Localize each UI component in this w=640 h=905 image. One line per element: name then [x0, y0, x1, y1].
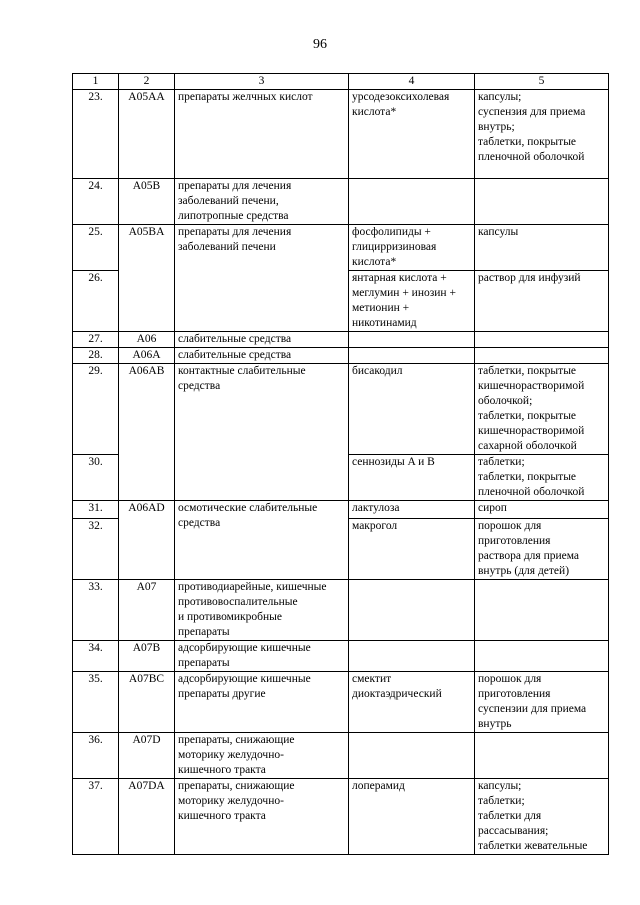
- header-cell: 4: [349, 74, 475, 90]
- drug-name: [349, 641, 475, 672]
- row-number: 28.: [73, 348, 119, 364]
- group-name: слабительные средства: [175, 332, 349, 348]
- row-number: 37.: [73, 779, 119, 855]
- drug-name: урсодезоксихолевая кислота*: [349, 90, 475, 179]
- row-number: 26.: [73, 271, 119, 332]
- atc-code: A07BC: [119, 672, 175, 733]
- table-row: [73, 641, 609, 672]
- group-name: препараты, снижающие моторику желудочно- кишечного тракта: [175, 733, 349, 779]
- group-name: адсорбирующие кишечные препараты: [175, 641, 349, 672]
- table-row: [73, 672, 609, 733]
- dosage-form: таблетки, покрытые кишечнорастворимой оболочкой; таблетки, покрытые кишечнорастворимой сахарной оболочкой: [475, 364, 609, 455]
- atc-code: A05B: [119, 179, 175, 225]
- row-number: 33.: [73, 580, 119, 641]
- drug-name: бисакодил: [349, 364, 475, 455]
- atc-code: A05BA: [119, 225, 175, 332]
- table-row: [73, 501, 609, 519]
- dosage-form: раствор для инфузий: [475, 271, 609, 332]
- atc-code: A06A: [119, 348, 175, 364]
- atc-code: A07B: [119, 641, 175, 672]
- drug-name: смектит диоктаэдрический: [349, 672, 475, 733]
- dosage-form: капсулы; таблетки; таблетки для рассасывания; таблетки жевательные: [475, 779, 609, 855]
- atc-code: A07: [119, 580, 175, 641]
- header-cell: 5: [475, 74, 609, 90]
- dosage-form: [475, 580, 609, 641]
- table-header-row: [73, 74, 609, 90]
- drug-name: лоперамид: [349, 779, 475, 855]
- dosage-form: таблетки; таблетки, покрытые пленочной оболочкой: [475, 455, 609, 501]
- table-row: [73, 364, 609, 455]
- dosage-form: [475, 348, 609, 364]
- table-row: [73, 332, 609, 348]
- dosage-form: капсулы: [475, 225, 609, 271]
- dosage-form: порошок для приготовления раствора для приема внутрь (для детей): [475, 519, 609, 580]
- row-number: 31.: [73, 501, 119, 519]
- table-row: [73, 179, 609, 225]
- atc-code: A06: [119, 332, 175, 348]
- drug-name: сеннозиды A и B: [349, 455, 475, 501]
- drug-name: макрогол: [349, 519, 475, 580]
- atc-code: A07DA: [119, 779, 175, 855]
- table-row: [73, 779, 609, 855]
- table-row: [73, 580, 609, 641]
- header-cell: 3: [175, 74, 349, 90]
- row-number: 23.: [73, 90, 119, 179]
- drug-name: [349, 179, 475, 225]
- drug-name: [349, 348, 475, 364]
- dosage-form: [475, 332, 609, 348]
- dosage-form: сироп: [475, 501, 609, 519]
- dosage-form: капсулы; суспензия для приема внутрь; таблетки, покрытые пленочной оболочкой: [475, 90, 609, 179]
- row-number: 24.: [73, 179, 119, 225]
- drug-name: [349, 580, 475, 641]
- drug-table: [72, 73, 609, 855]
- header-cell: 2: [119, 74, 175, 90]
- group-name: препараты для лечения заболеваний печени: [175, 225, 349, 332]
- drug-name: [349, 733, 475, 779]
- row-number: 25.: [73, 225, 119, 271]
- row-number: 36.: [73, 733, 119, 779]
- atc-code: A06AD: [119, 501, 175, 580]
- dosage-form: [475, 733, 609, 779]
- dosage-form: [475, 641, 609, 672]
- dosage-form: порошок для приготовления суспензии для приема внутрь: [475, 672, 609, 733]
- row-number: 35.: [73, 672, 119, 733]
- group-name: препараты для лечения заболеваний печени, липотропные средства: [175, 179, 349, 225]
- group-name: препараты, снижающие моторику желудочно- кишечного тракта: [175, 779, 349, 855]
- atc-code: A06AB: [119, 364, 175, 501]
- header-cell: 1: [73, 74, 119, 90]
- group-name: противодиарейные, кишечные противовоспалительные и противомикробные препараты: [175, 580, 349, 641]
- table-row: [73, 348, 609, 364]
- table-row: [73, 90, 609, 179]
- row-number: 34.: [73, 641, 119, 672]
- atc-code: A05AA: [119, 90, 175, 179]
- table-row: [73, 225, 609, 271]
- drug-name: лактулоза: [349, 501, 475, 519]
- group-name: препараты желчных кислот: [175, 90, 349, 179]
- row-number: 29.: [73, 364, 119, 455]
- row-number: 27.: [73, 332, 119, 348]
- group-name: слабительные средства: [175, 348, 349, 364]
- drug-name: фосфолипиды + глицирризиновая кислота*: [349, 225, 475, 271]
- row-number: 32.: [73, 519, 119, 580]
- table-row: [73, 733, 609, 779]
- atc-code: A07D: [119, 733, 175, 779]
- group-name: осмотические слабительные средства: [175, 501, 349, 580]
- drug-name: [349, 332, 475, 348]
- drug-name: янтарная кислота + меглумин + инозин + метионин + никотинамид: [349, 271, 475, 332]
- group-name: адсорбирующие кишечные препараты другие: [175, 672, 349, 733]
- page-number: 96: [313, 37, 327, 52]
- row-number: 30.: [73, 455, 119, 501]
- dosage-form: [475, 179, 609, 225]
- group-name: контактные слабительные средства: [175, 364, 349, 501]
